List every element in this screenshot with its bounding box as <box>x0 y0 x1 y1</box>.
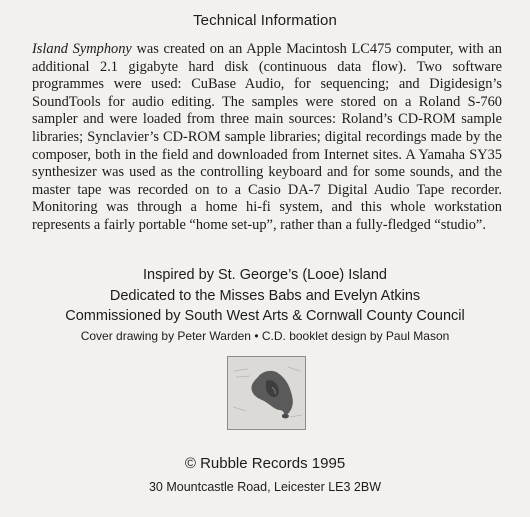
technical-body: was created on an Apple Macintosh LC475 computer, with an additional 2.1 gigabyte hard disk (continuous data flow). Two software programmes were used: CuBase Audio, for sequencing; and Digidesign’s SoundTools for audio editing. The samples were stored on a Roland S-760 sampler and were loaded from three main sources: Roland’s CD-ROM sample libraries; Synclavier’s CD-ROM sample libraries; digital recordings made by the composer, both in the field and downloaded from Internet sites. A Yamaha SY35 synthesizer was used as the controlling keyboard and for some sounds, and the master tape was recorded on to a Casio DA-7 Digital Audio Tape recorder. Monitoring was through a home hi-fi system, and this whole workstation represents a fairly portable “home set-up”, rather than a fully-fledged “studio”. <box>32 41 503 233</box>
commission-line: Commissioned by South West Arts & Cornwall County Council <box>65 308 465 324</box>
copyright-line: © Rubble Records 1995 <box>184 455 346 472</box>
technical-paragraph <box>32 41 502 235</box>
island-drawing-icon <box>228 357 305 429</box>
inspired-line: Inspired by St. George’s (Looe) Island <box>143 267 387 283</box>
address-line: 30 Mountcastle Road, Leicester LE3 2BW <box>148 480 382 494</box>
work-title: Island Symphony <box>32 41 132 57</box>
cover-drawing-thumbnail <box>227 356 306 430</box>
design-credit-line: Cover drawing by Peter Warden • C.D. booklet design by Paul Mason <box>80 328 450 343</box>
credits-block <box>0 265 530 345</box>
dedication-line: Dedicated to the Misses Babs and Evelyn Atkins <box>109 287 421 304</box>
section-heading: Technical Information <box>193 12 337 29</box>
